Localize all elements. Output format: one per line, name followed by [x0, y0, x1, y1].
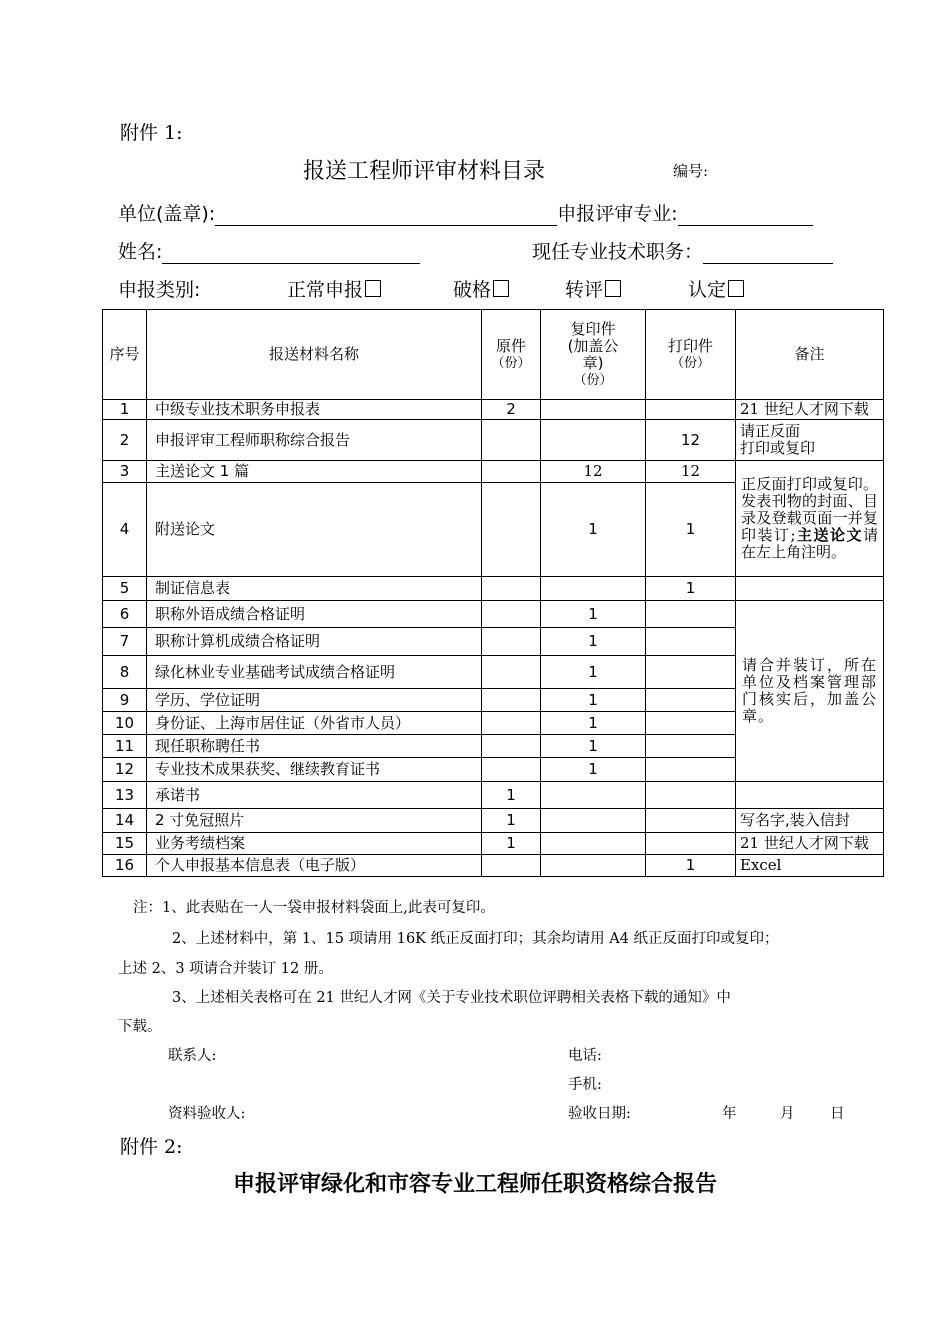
- table-row: 16 个人申报基本信息表（电子版） 1 Excel: [103, 855, 884, 877]
- position-label: 现任专业技术职务：: [532, 241, 704, 263]
- remark-group: 请合并装订，所在单位及档案管理部门核实后，加盖公章。: [736, 601, 884, 782]
- attachment-1-label: 附件 1:: [120, 122, 183, 144]
- table-row: 6 职称外语成绩合格证明 1 请合并装订，所在单位及档案管理部门核实后，加盖公章。: [103, 601, 884, 628]
- month-label: 月: [780, 1106, 795, 1122]
- table-row: 3 主送论文 1 篇 12 12 正反面打印或复印。发表刊物的封面、目录及登载页面一并复印装订;主送论文请在左上角注明。: [103, 461, 884, 483]
- option-normal[interactable]: 正常申报: [287, 275, 381, 302]
- page-title: 报送工程师评审材料目录: [303, 159, 546, 184]
- header-original: 原件 （份）: [482, 310, 541, 400]
- checkbox-normal[interactable]: [365, 280, 381, 297]
- mobile-label: 手机:: [568, 1077, 602, 1093]
- note-2-line-2: 上述 2、3 项请合并装订 12 册。: [118, 961, 333, 977]
- name-field[interactable]: [162, 243, 420, 264]
- table-row: 9 学历、学位证明 1: [103, 689, 884, 712]
- header-remark: 备注: [736, 310, 884, 400]
- serial-number-label: 编号:: [673, 162, 709, 180]
- table-row: 8 绿化林业专业基础考试成绩合格证明 1: [103, 656, 884, 689]
- major-field[interactable]: [678, 205, 813, 226]
- report-title: 申报评审绿化和市容专业工程师任职资格综合报告: [232, 1171, 717, 1197]
- table-row: 1 中级专业技术职务申报表 2 21 世纪人才网下载: [103, 400, 884, 420]
- day-label: 日: [830, 1106, 845, 1122]
- materials-table: [102, 309, 884, 877]
- table-row: 11 现任职称聘任书 1: [103, 735, 884, 758]
- table-row: 14 2 寸免冠照片 1 写名字,装入信封: [103, 809, 884, 833]
- unit-label: 单位(盖章):: [118, 203, 216, 225]
- name-row: [118, 237, 420, 264]
- position-field[interactable]: [703, 243, 833, 264]
- remark-papers: 正反面打印或复印。发表刊物的封面、目录及登载页面一并复印装订;主送论文请在左上角注明。: [736, 461, 884, 577]
- checkbox-exception[interactable]: [493, 280, 509, 297]
- table-row: 4 附送论文 1 1: [103, 483, 884, 577]
- category-label: 申报类别:: [118, 279, 201, 301]
- note-1: 注：1、此表贴在一人一袋申报材料袋面上,此表可复印。: [133, 900, 495, 916]
- checkbox-recognition[interactable]: [728, 280, 744, 297]
- acceptance-date-label: 验收日期:: [568, 1106, 631, 1122]
- note-3-line-1: 3、上述相关表格可在 21 世纪人才网《关于专业技术职位评聘相关表格下载的通知》中: [172, 990, 731, 1006]
- attachment-2-label: 附件 2:: [120, 1136, 183, 1158]
- checkbox-transfer[interactable]: [605, 280, 621, 297]
- table-row: 15 业务考绩档案 1 21 世纪人才网下载: [103, 833, 884, 855]
- header-seq: 序号: [103, 310, 147, 400]
- table-row: 2 申报评审工程师职称综合报告 12 请正反面 打印或复印: [103, 420, 884, 461]
- name-label: 姓名:: [118, 241, 163, 263]
- position-row: [532, 237, 833, 264]
- option-transfer[interactable]: 转评: [565, 275, 621, 302]
- unit-row: [118, 199, 813, 226]
- year-label: 年: [722, 1106, 737, 1122]
- unit-field[interactable]: [215, 205, 557, 226]
- table-row: 7 职称计算机成绩合格证明 1: [103, 628, 884, 656]
- option-recognition[interactable]: 认定: [688, 275, 744, 302]
- header-name: 报送材料名称: [147, 310, 482, 400]
- major-label: 申报评审专业:: [557, 203, 678, 225]
- table-header-row: [103, 310, 884, 400]
- contact-label: 联系人:: [168, 1048, 217, 1064]
- table-row: 10 身份证、上海市居住证（外省市人员） 1: [103, 712, 884, 735]
- header-copy: 复印件 (加盖公 章) （份）: [541, 310, 646, 400]
- table-row: 5 制证信息表 1: [103, 577, 884, 601]
- note-2-line-1: 2、上述材料中，第 1、15 项请用 16K 纸正反面打印；其余均请用 A4 纸正反面打印或复印；: [172, 931, 779, 947]
- option-exception[interactable]: 破格: [453, 275, 509, 302]
- note-3-line-2: 下载。: [118, 1019, 162, 1035]
- table-row: 12 专业技术成果获奖、继续教育证书 1: [103, 758, 884, 782]
- header-print: 打印件 （份）: [646, 310, 736, 400]
- receiver-label: 资料验收人:: [168, 1106, 246, 1122]
- phone-label: 电话:: [568, 1048, 602, 1064]
- table-row: 13 承诺书 1: [103, 782, 884, 809]
